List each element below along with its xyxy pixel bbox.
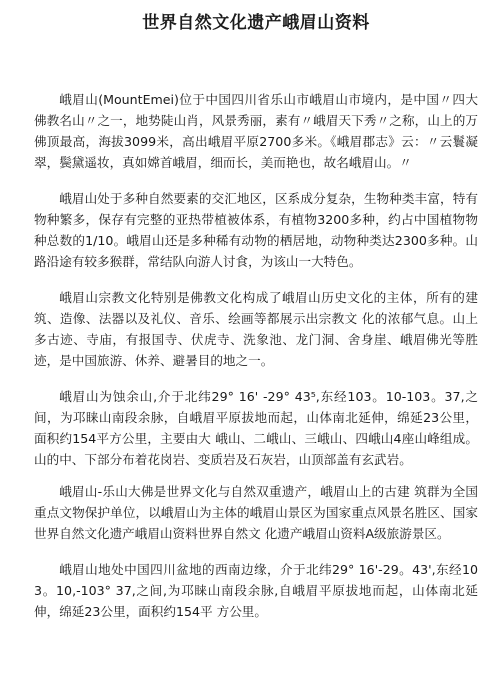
paragraph-location: 峨眉山地处中国四川盆地的西南边缘，介于北纬29° 16'-29。43',东经103。10,-103° 37,之间,为邛睐山南段余脉,自峨眉平原拔地而起，山体南北延伸，绵延23公里，面积约154平 方公里。 [34,562,478,619]
paragraph-geology: 峨眉山为蚀余山,介于北纬29° 16' -29° 43⁵,东经103。10-103。37,之间，为邛睐山南段余脉，自峨眉平原拔地而起，山体南北延伸，绵延23公里，面积约154平方公里，主要由大 峨山、二峨山、三峨山、四峨山4座山峰组成。山的中、下部分布着花岗岩、变质岩及石灰岩，山顶部盖有玄武岩。 [34,389,478,467]
paragraph-religion: 峨眉山宗教文化特别是佛教文化构成了峨眉山历史文化的主体，所有的建筑、造像、法器以及礼仪、音乐、绘画等都展示出宗教文 化的浓郁气息。山上多古迹、寺庙，有报国寺、伏虎寺、洗象池、龙门洞、舍身崖、峨眉佛光等胜迹，是中国旅游、休养、避暑目的地之一。 [34,290,478,368]
paragraph-ecology: 峨眉山处于多种自然要素的交汇地区，区系成分复杂，生物种类丰富，特有物种繁多，保存有完整的亚热带植被体系，有植物3200多种，约占中国植物物种总数的1/10。峨眉山还是多种稀有动物的栖居地，动物种类达2300多种。山路沿途有较多猴群，常结队向游人讨食，为该山一大特色。 [34,191,478,269]
document-body [34,89,478,622]
document-title: 世界自然文化遗产峨眉山资料 [142,13,370,33]
paragraph-intro: 峨眉山(MountEmei)位于中国四川省乐山市峨眉山市境内，是中国〃四大佛教名山〃之一，地势陡山肖，风景秀丽，素有〃峨眉天下秀〃之称，山上的万佛顶最高，海拔3099米，高出峨眉平原2700多米。《峨眉郡志》云：〃云鬟凝翠，鬓黛遥妆，真如嫦首峨眉，细而长，美而艳也，故名峨眉山。〃 [34,92,478,170]
paragraph-heritage: 峨眉山-乐山大佛是世界文化与自然双重遗产，峨眉山上的古建 筑群为全国重点文物保护单位，以峨眉山为主体的峨眉山景区为国家重点风景名胜区、国家世界自然文化遗产峨眉山资料世界自然文 化遗产峨眉山资料A级旅游景区。 [34,484,478,541]
